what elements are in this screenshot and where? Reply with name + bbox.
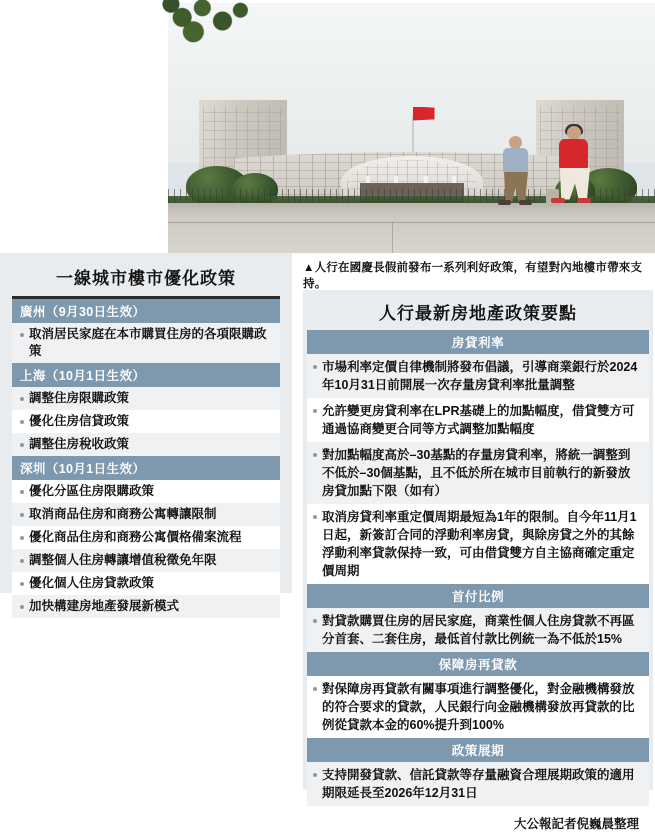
left-panel-title: 一線城市樓市優化政策 (56, 269, 236, 288)
bullet-icon (20, 536, 24, 540)
section-header-policy-extension: 政策展期 (307, 738, 649, 762)
list-item (12, 503, 280, 526)
list-item (307, 762, 649, 806)
section-header-mortgage-rate: 房貸利率 (307, 330, 649, 354)
right-panel (303, 290, 653, 831)
list-item-label: 調整住房稅收政策 (29, 437, 130, 451)
list-item-label: 調整住房限購政策 (29, 391, 130, 405)
section-header-shenzhen: 深圳（10月1日生效） (12, 456, 280, 480)
man-trousers (504, 172, 528, 202)
list-item (307, 676, 649, 738)
list-item-label: 取消商品住房和商務公寓轉讓限制 (29, 507, 217, 521)
bullet-icon (20, 333, 24, 337)
man-shoe (519, 200, 532, 205)
list-item-label: 優化住房信貸政策 (29, 414, 130, 428)
bullet-icon (313, 773, 317, 777)
bullet-icon (313, 365, 317, 369)
byline-credit: 大公報記者倪巍晨整理 (513, 817, 639, 831)
woman-red-top (559, 139, 588, 170)
man-head (509, 136, 522, 149)
list-item-label: 優化分區住房限購政策 (29, 484, 155, 498)
list-item-label: 優化商品住房和商務公寓價格備案流程 (29, 530, 242, 544)
china-flag-icon (413, 107, 435, 121)
bullet-icon (20, 582, 24, 586)
photo-canvas (168, 3, 655, 253)
man-shoe (498, 200, 511, 205)
man-shirt (503, 148, 528, 174)
list-item (307, 504, 649, 584)
bullet-icon (20, 513, 24, 517)
list-item (12, 387, 280, 410)
list-item (12, 433, 280, 456)
list-item-label: 加快構建房地產發展新模式 (29, 599, 180, 613)
foreground-foliage (162, 0, 274, 57)
list-item (307, 442, 649, 504)
pedestrian-man (497, 136, 537, 211)
list-item (307, 398, 649, 442)
list-item-label: 對貸款購買住房的居民家庭，商業性個人住房貸款不再區分首套、二套住房，最低首付款比例統一為不低於15% (322, 614, 635, 646)
bullet-icon (313, 453, 317, 457)
list-item-label: 允許變更房貸利率在LPR基礎上的加點幅度，借貸雙方可通過協商變更合同等方式調整加點幅度 (322, 404, 635, 436)
bullet-icon (313, 409, 317, 413)
pboc-building-photo (168, 3, 655, 253)
photo-caption: ▲人行在國慶長假前發布一系列利好政策，有望對內地樓市帶來支持。 (303, 262, 643, 290)
right-panel-title: 人行最新房地產政策要點 (379, 304, 577, 323)
list-item (307, 608, 649, 652)
woman-shoe (577, 198, 591, 203)
list-item (12, 595, 280, 618)
list-item-label: 對保障房再貸款有關事項進行調整優化，對金融機構發放的符合要求的貸款，人民銀行向金融機構發放再貸款的比例從貸款本金的60%提升到100% (322, 682, 635, 732)
section-header-shanghai: 上海（10月1日生效） (12, 363, 280, 387)
right-panel-body (303, 330, 653, 832)
plaza-ground (168, 203, 655, 253)
list-item (12, 526, 280, 549)
bullet-icon (313, 619, 317, 623)
list-item (12, 549, 280, 572)
section-header-down-payment: 首付比例 (307, 584, 649, 608)
list-item-label: 取消居民家庭在本市購買住房的各項限購政策 (29, 327, 267, 358)
section-header-affordable-housing-reloan: 保障房再貸款 (307, 652, 649, 676)
bullet-icon (20, 420, 24, 424)
bullet-icon (20, 397, 24, 401)
bullet-icon (20, 490, 24, 494)
list-item (12, 410, 280, 433)
left-panel-body (0, 299, 292, 618)
bullet-icon (313, 687, 317, 691)
bullet-icon (20, 443, 24, 447)
left-panel (0, 253, 292, 613)
bullet-icon (20, 559, 24, 563)
list-item (12, 572, 280, 595)
bullet-icon (20, 605, 24, 609)
list-item-label: 市場利率定價自律機制將發布倡議，引導商業銀行於2024年10月31日前開展一次存量房貸利率批量調整 (322, 360, 638, 392)
woman-trousers (560, 168, 590, 200)
bullet-icon (313, 515, 317, 519)
list-item-label: 支持開發貸款、信託貸款等存量融資合理展期政策的適用期限延長至2026年12月31日 (322, 768, 635, 800)
woman-shoe (551, 198, 565, 203)
list-item-label: 對加點幅度高於–30基點的存量房貸利率，將統一調整到不低於–30個基點，且不低於所在城市目前執行的新發放房貸加點下限（如有） (322, 448, 631, 498)
list-item (12, 323, 280, 363)
list-item-label: 取消房貸利率重定價周期最短為1年的限制。自今年11月1日起，新簽訂合同的浮動利率房貸，與除房貸之外的其餘浮動利率貸款保持一致，可由借貸雙方自主協商確定重定價周期 (322, 510, 637, 578)
woman-head (567, 126, 581, 140)
list-item-label: 調整個人住房轉讓增值稅徵免年限 (29, 553, 217, 567)
list-item (307, 354, 649, 398)
list-item (12, 480, 280, 503)
section-header-guangzhou: 廣州（9月30日生效） (12, 299, 280, 323)
pedestrian-woman (551, 126, 599, 211)
list-item-label: 優化個人住房貸款政策 (29, 576, 155, 590)
